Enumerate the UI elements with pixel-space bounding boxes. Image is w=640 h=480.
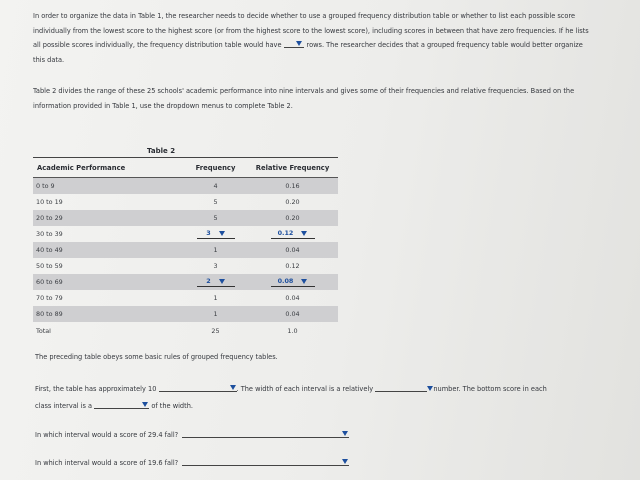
relative-frequency-cell: 0.20 (285, 198, 300, 206)
relative-frequency-cell: 0.12 (285, 262, 300, 270)
score-19-6-interval-dropdown[interactable] (182, 457, 349, 466)
frequency-dropdown-value: 3 (206, 229, 211, 237)
chevron-down-icon (219, 279, 225, 284)
q1-text-1: First, the table has approximately 10 (35, 385, 157, 393)
table-row (33, 290, 338, 306)
rows-count-dropdown[interactable] (284, 39, 304, 48)
q2-text: In which interval would a score of 29.4 fall? (35, 431, 179, 439)
frequency-table (33, 157, 338, 340)
intro-text-after: rows. The researcher decides that a grouped frequency table would better organize this data. (33, 41, 583, 64)
relative-frequency-cell: 0.04 (285, 310, 300, 318)
q1-text-4: class interval is a (35, 402, 93, 410)
relative-dropdown-value: 0.12 (277, 229, 294, 237)
table-row (33, 306, 338, 322)
interval-cell: 80 to 89 (36, 310, 63, 318)
interval-cell: 30 to 39 (36, 230, 63, 238)
table-row (33, 178, 338, 194)
q1-text-5: of the width. (151, 402, 193, 410)
frequency-dropdown-60-69[interactable] (197, 277, 235, 287)
relative-frequency-cell (247, 277, 338, 287)
chevron-down-icon (219, 231, 225, 236)
table-row (33, 194, 338, 210)
q3-text: In which interval would a score of 19.6 fall? (35, 459, 179, 467)
frequency-cell: 1 (213, 246, 218, 254)
relative-frequency-cell (247, 229, 338, 239)
header-academic-performance: Academic Performance (37, 163, 126, 172)
frequency-cell: 3 (213, 262, 218, 270)
table-row (33, 242, 338, 258)
relative-frequency-cell: 0.04 (285, 294, 300, 302)
total-relative-frequency: 1.0 (287, 327, 298, 335)
relative-frequency-cell: 0.04 (285, 246, 300, 254)
interval-cell: 70 to 79 (36, 294, 63, 302)
chevron-down-icon (301, 231, 307, 236)
question-1-line-2 (35, 400, 193, 410)
frequency-cell (184, 277, 247, 287)
interval-cell: 60 to 69 (36, 278, 63, 286)
interval-cell: 10 to 19 (36, 198, 63, 206)
chevron-down-icon (142, 402, 148, 407)
frequency-cell (184, 229, 247, 239)
frequency-cell: 5 (213, 198, 218, 206)
intro-paragraph (33, 9, 595, 67)
frequency-cell: 5 (213, 214, 218, 222)
interval-cell: 0 to 9 (36, 182, 55, 190)
table-header (33, 158, 338, 178)
table-row (33, 258, 338, 274)
frequency-dropdown-value: 2 (206, 277, 211, 285)
frequency-cell: 1 (213, 310, 218, 318)
frequency-cell: 4 (213, 182, 218, 190)
bottom-score-dropdown[interactable] (94, 400, 149, 409)
table-caption: Table 2 (147, 147, 176, 155)
question-3 (35, 457, 349, 467)
relative-frequency-dropdown-60-69[interactable] (271, 277, 315, 287)
question-2 (35, 429, 349, 439)
intro-text-before: In order to organize the data in Table 1, the researcher needs to decide whether to use a grouped frequency distribution table or whether to list each possible score individually from the lowest score to the highest score (or from the highest score to the lowest score), including scores in between that have zero frequencies. If he lists all possible scores individually, the frequency distribution table would have (33, 12, 589, 49)
interval-cell: 20 to 29 (36, 214, 63, 222)
chevron-down-icon (342, 459, 348, 464)
table-total-row (33, 322, 338, 340)
table-row (33, 226, 338, 242)
chevron-down-icon (301, 279, 307, 284)
chevron-down-icon (342, 431, 348, 436)
score-29-4-interval-dropdown[interactable] (182, 429, 349, 438)
interval-cell: 40 to 49 (36, 246, 63, 254)
frequency-dropdown-30-39[interactable] (197, 229, 235, 239)
header-relative-frequency: Relative Frequency (255, 163, 330, 172)
chevron-down-icon (230, 385, 236, 390)
chevron-down-icon (427, 386, 433, 391)
table-instructions: Table 2 divides the range of these 25 schools' academic performance into nine intervals and gives some of their frequencies and relative frequencies. Based on the information provided in Table 1, use the dropdown menus to complete Table 2. (33, 87, 575, 110)
relative-frequency-cell: 0.20 (285, 214, 300, 222)
q1-text-2: . The width of each interval is a relatively (236, 385, 374, 393)
frequency-cell: 1 (213, 294, 218, 302)
width-type-caret-wrap (427, 384, 431, 392)
question-1-line-1 (35, 383, 547, 393)
total-label: Total (36, 327, 51, 335)
total-frequency: 25 (211, 327, 220, 335)
q1-text-3: number. The bottom score in each (433, 385, 547, 393)
width-type-dropdown[interactable] (375, 383, 427, 392)
table-row (33, 210, 338, 226)
relative-frequency-dropdown-30-39[interactable] (271, 229, 315, 239)
header-frequency: Frequency (195, 163, 236, 172)
table-row (33, 274, 338, 290)
table-rules-note: The preceding table obeys some basic rules of grouped frequency tables. (35, 353, 278, 361)
interval-cell: 50 to 59 (36, 262, 63, 270)
relative-dropdown-value: 0.08 (277, 277, 294, 285)
chevron-down-icon (296, 41, 302, 46)
interval-count-dropdown[interactable] (159, 383, 237, 392)
relative-frequency-cell: 0.16 (285, 182, 300, 190)
